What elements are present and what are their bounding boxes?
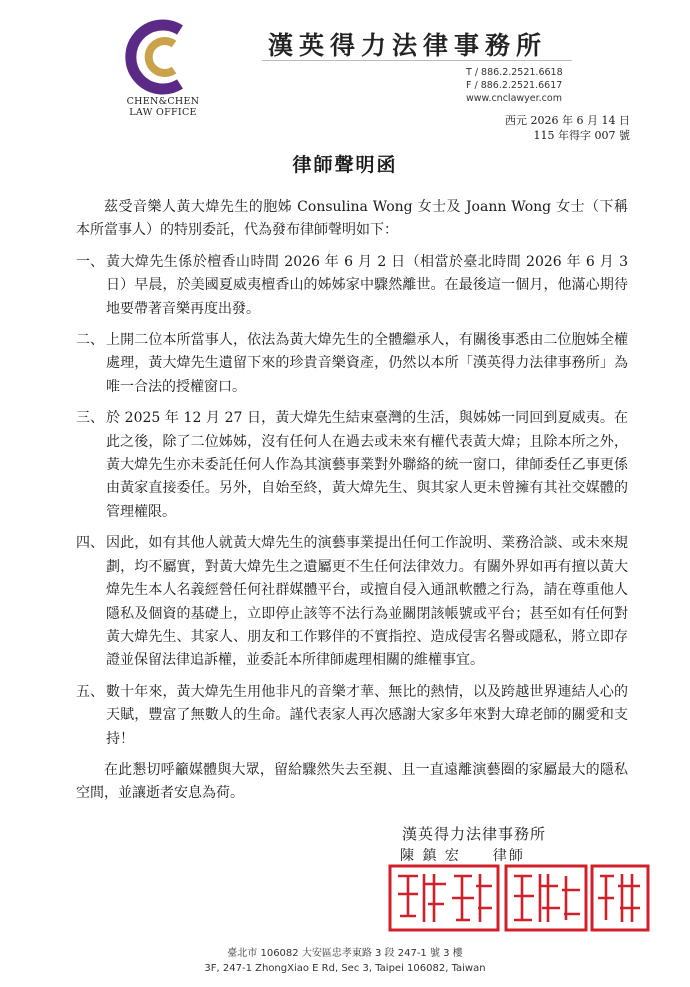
address-en: 3F, 247-1 ZhongXiao E Rd, Sec 3, Taipei 106082, Taiwan bbox=[204, 963, 486, 974]
letter-date: 西元 2026 年 6 月 14 日 bbox=[505, 114, 630, 127]
fax: F / 886.2.2521.6617 bbox=[466, 80, 563, 91]
date-block bbox=[505, 113, 630, 143]
firm-seal-icon bbox=[390, 866, 498, 930]
page-title: 律師聲明函 bbox=[292, 154, 398, 176]
intro-paragraph: 茲受音樂人黃大煒先生的胞姊 Consulina Wong 女士及 Joann Wong 女士（下稱本所當事人）的特別委託，代為發布律師聲明如下： bbox=[76, 199, 628, 239]
statement-item: 五、 數十年來，黃大煒先生用他非凡的音樂才華、無比的熱情，以及跨越世界連結人心的天賦，豐富了無數人的生命。謹代表家人再次感謝大家多年來對大瑋老師的關愛和支持！ bbox=[76, 683, 628, 747]
firm-logo-icon bbox=[118, 16, 200, 98]
tel: T / 886.2.2521.6618 bbox=[466, 67, 563, 78]
firm-name: 漢英得力法律事務所 bbox=[268, 31, 548, 60]
logo-wordmark: CHEN&CHEN LAW OFFICE bbox=[126, 96, 200, 118]
contact-info bbox=[466, 66, 563, 105]
letterhead-divider bbox=[262, 60, 572, 61]
statement-item: 一、 黃大煒先生係於檀香山時間 2026 年 6 月 2 日（相當於臺北時間 2026 年 6 月 3 日）早晨，於美國夏威夷檀香山的姊姊家中驟然離世。在最後這一個月，他滿心期待地要帶著音樂再度出發。 bbox=[76, 253, 628, 317]
signature-lawyer: 陳 鎮 宏 律師 bbox=[400, 848, 525, 864]
name-seal-icon bbox=[592, 866, 648, 930]
footer-address bbox=[0, 946, 690, 976]
seal-stamps bbox=[388, 864, 652, 932]
letter-body bbox=[76, 196, 628, 806]
statement-item: 二、 上開二位本所當事人，依法為黃大煒先生的全體繼承人，有關後事悉由二位胞姊全權處理，黃大煒先生遺留下來的珍貴音樂資產，仍然以本所「漢英得力法律事務所」為唯一合法的授權窗口。 bbox=[76, 332, 628, 395]
statement-item: 四、 因此，如有其他人就黃大煒先生的演藝事業提出任何工作說明、業務洽談、或未來規劃，均不屬實，對黃大煒先生之遺屬更不生任何法律效力。有關外界如再有擅以黃大煒先生本人名義經營任何社群媒體平台，或擅自侵入通訊軟體之行為，請在尊重他人隱私及個資的基礎上，立即停止該等不法行為並關閉該帳號或平台；甚至如有任何對黃大煒先生、其家人、朋友和工作夥伴的不實指控、造成侵害名譽或隱私，將立即存證並保留法律追訴權，並委託本所律師處理相關的維權事宜。 bbox=[76, 535, 628, 669]
closing-paragraph: 在此懇切呼籲媒體與大眾，留給驟然失去至親、且一直遠離演藝圈的家屬最大的隱私空間，並讓逝者安息為荷。 bbox=[76, 761, 628, 802]
address-zh: 臺北市 106082 大安區忠孝東路 3 段 247-1 號 3 樓 bbox=[227, 948, 463, 959]
signature-firm: 漢英得力法律事務所 bbox=[402, 825, 547, 843]
lawyer-seal-icon bbox=[506, 866, 586, 930]
statement-item: 三、 於 2025 年 12 月 27 日，黃大煒先生結束臺灣的生活，與姊姊一同回到夏威夷。在此之後，除了二位姊姊，沒有任何人在過去或未來有權代表黃大煒；且除本所之外，黃大煒先生亦未委託任何人作為其演藝事業對外聯絡的統一窗口，律師委任乙事更係由黃家直接委任。另外，自始至終，黃大煒先生、與其家人更未曾擁有其社交媒體的管理權限。 bbox=[76, 410, 628, 520]
reference-number: 115 年得字 007 號 bbox=[533, 129, 630, 142]
website: www.cnclawyer.com bbox=[466, 93, 562, 104]
